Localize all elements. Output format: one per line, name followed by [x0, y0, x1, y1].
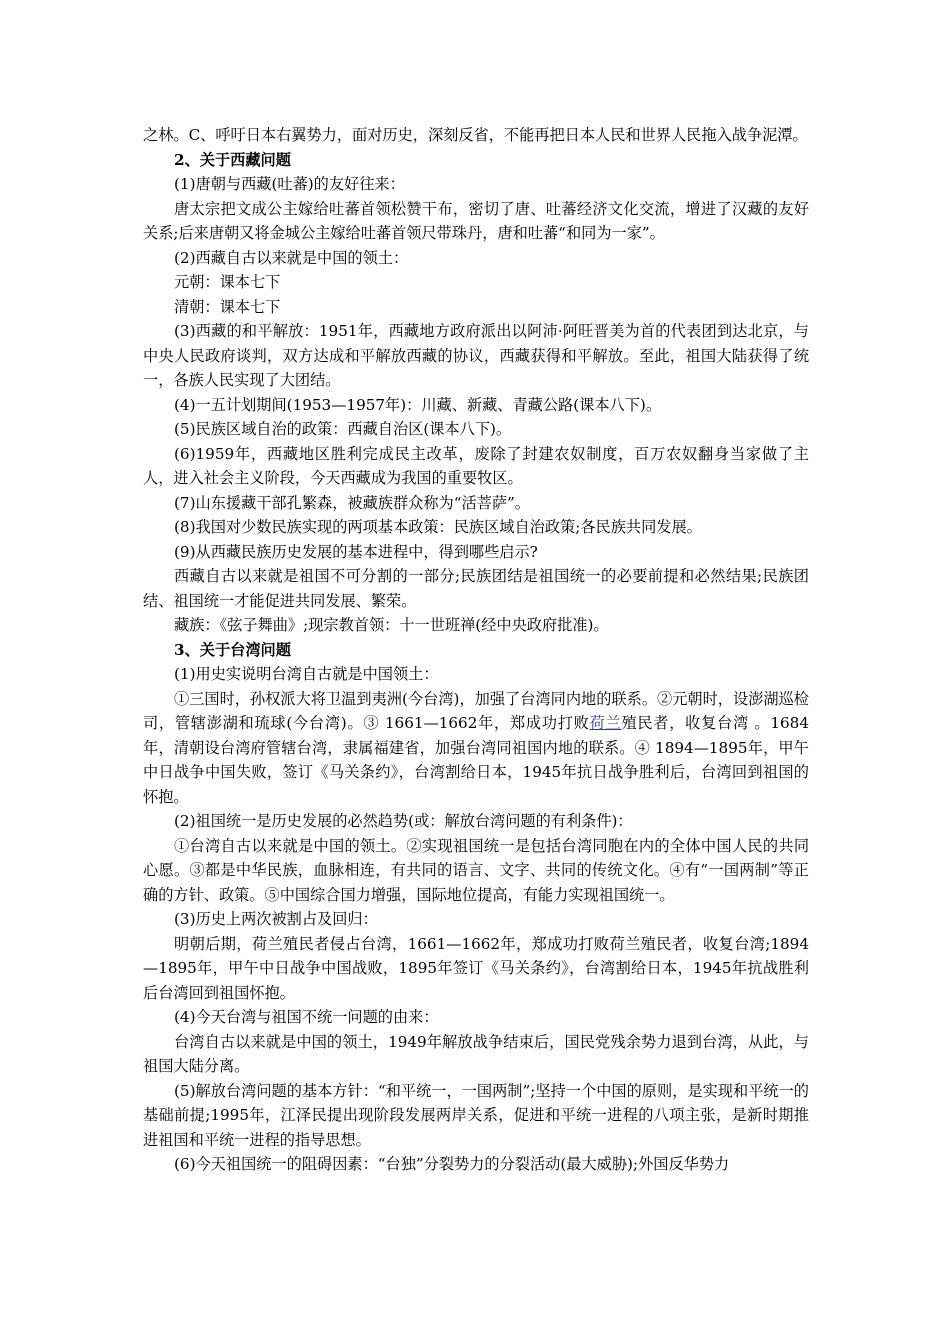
paragraph-25: (5)解放台湾问题的基本方针：“和平统一，一国两制”;坚持一个中国的原则，是实现和平统一的基础前提;1995年，江泽民提出现阶段发展两岸关系，促进和平统一进程的八项主张，是新时期推进祖国和平统一进程的指导思想。: [143, 1081, 809, 1149]
paragraph-12: (8)我国对少数民族实现的两项基本政策：民族区域自治政策;各民族共同发展。: [174, 518, 702, 536]
paragraph-19: (2)祖国统一是历史发展的必然趋势(或：解放台湾问题的有利条件)：: [174, 812, 633, 830]
paragraph-22: 明朝后期，荷兰殖民者侵占台湾，1661—1662年，郑成功打败荷兰殖民者，收复台湾;1894—1895年，甲午中日战争中国战败，1895年签订《马关条约》，台湾割给日本，1945年抗战胜利后台湾回到祖国怀抱。: [143, 934, 809, 1002]
paragraph-11: (7)山东援藏干部孔繁森，被藏族群众称为“活菩萨”。: [174, 493, 530, 512]
paragraph-24: 台湾自古以来就是中国的领土，1949年解放战争结束后，国民党残余势力退到台湾，从此，与祖国大陆分离。: [143, 1032, 809, 1075]
paragraph-17: (1)用史实说明台湾自古就是中国领土：: [174, 665, 439, 683]
paragraph-26: (6)今天祖国统一的阻碍因素：“台独”分裂势力的分裂活动(最大威胁);外国反华势力: [174, 1155, 730, 1173]
paragraph-18-pre: ①三国时，孙权派大将卫温到夷洲(今台湾)，加强了台湾同内地的联系。②元朝时，设澎湖巡检司，管辖澎湖和琉球(今台湾)。③ 1661—1662年，郑成功打败: [143, 689, 809, 732]
paragraph-10: (6)1959年，西藏地区胜利完成民主改革，废除了封建农奴制度，百万农奴翻身当家做了主人，进入社会主义阶段，今天西藏成为我国的重要牧区。: [143, 444, 809, 487]
section-heading-tibet: 2、关于西藏问题: [174, 150, 291, 169]
paragraph-3: 唐太宗把文成公主嫁给吐蕃首领松赞干布，密切了唐、吐蕃经济文化交流，增进了汉藏的友好关系;后来唐朝又将金城公主嫁给吐蕃首领尺带珠丹，唐和吐蕃“和同为一家”。: [143, 199, 809, 242]
paragraph-21: (3)历史上两次被割占及回归：: [174, 910, 378, 928]
paragraph-14: 西藏自古以来就是祖国不可分割的一部分;民族团结是祖国统一的必要前提和必然结果;民族团结、祖国统一才能促进共同发展、繁荣。: [143, 567, 809, 610]
paragraph-2: (1)唐朝与西藏(吐蕃)的友好往来：: [174, 175, 405, 193]
paragraph-8: (4)一五计划期间(1953—1957年)：川藏、新藏、青藏公路(课本八下)。: [174, 395, 662, 414]
paragraph-23: (4)今天台湾与祖国不统一问题的由来：: [174, 1008, 439, 1026]
paragraph-7: (3)西藏的和平解放：1951年，西藏地方政府派出以阿沛·阿旺晋美为首的代表团到达北京，与中央人民政府谈判，双方达成和平解放西藏的协议，西藏获得和平解放。至此，祖国大陆获得了统一，各族人民实现了大团结。: [143, 322, 809, 389]
section-heading-taiwan: 3、关于台湾问题: [174, 640, 291, 659]
paragraph-15: 藏族：《弦子舞曲》;现宗教首领：十一世班禅(经中央政府批准)。: [174, 616, 609, 634]
paragraph-18: [143, 687, 809, 810]
paragraph-20: ①台湾自古以来就是中国的领土。②实现祖国统一是包括台湾同胞在内的全体中国人民的共同心愿。③都是中华民族，血脉相连，有共同的语言、文字、共同的传统文化。④有“一国两制”等正确的方针、政策。⑤中国综合国力增强，国际地位提高，有能力实现祖国统一。: [143, 836, 809, 904]
paragraph-0: 之林。C、呼吁日本右翼势力，面对历史，深刻反省，不能再把日本人民和世界人民拖入战争泥潭。: [143, 126, 808, 144]
paragraph-5: 元朝：课本七下: [174, 273, 281, 291]
paragraph-18-post: 殖民者，收复台湾 。1684年，清朝设台湾府管辖台湾，隶属福建省，加强台湾同祖国内地的联系。④ 1894—1895年，甲午中日战争中国失败，签订《马关条约》，台湾割给日本，1945年抗日战争胜利后，台湾回到祖国的怀抱。: [143, 714, 810, 806]
paragraph-13: (9)从西藏民族历史发展的基本进程中，得到哪些启示?: [174, 542, 538, 561]
paragraph-9: (5)民族区域自治的政策：西藏自治区(课本八下)。: [174, 420, 512, 438]
paragraph-4: (2)西藏自古以来就是中国的领土：: [174, 248, 409, 267]
paragraph-6: 清朝：课本七下: [174, 297, 281, 316]
hyperlink-holland[interactable]: 荷兰: [589, 714, 622, 732]
